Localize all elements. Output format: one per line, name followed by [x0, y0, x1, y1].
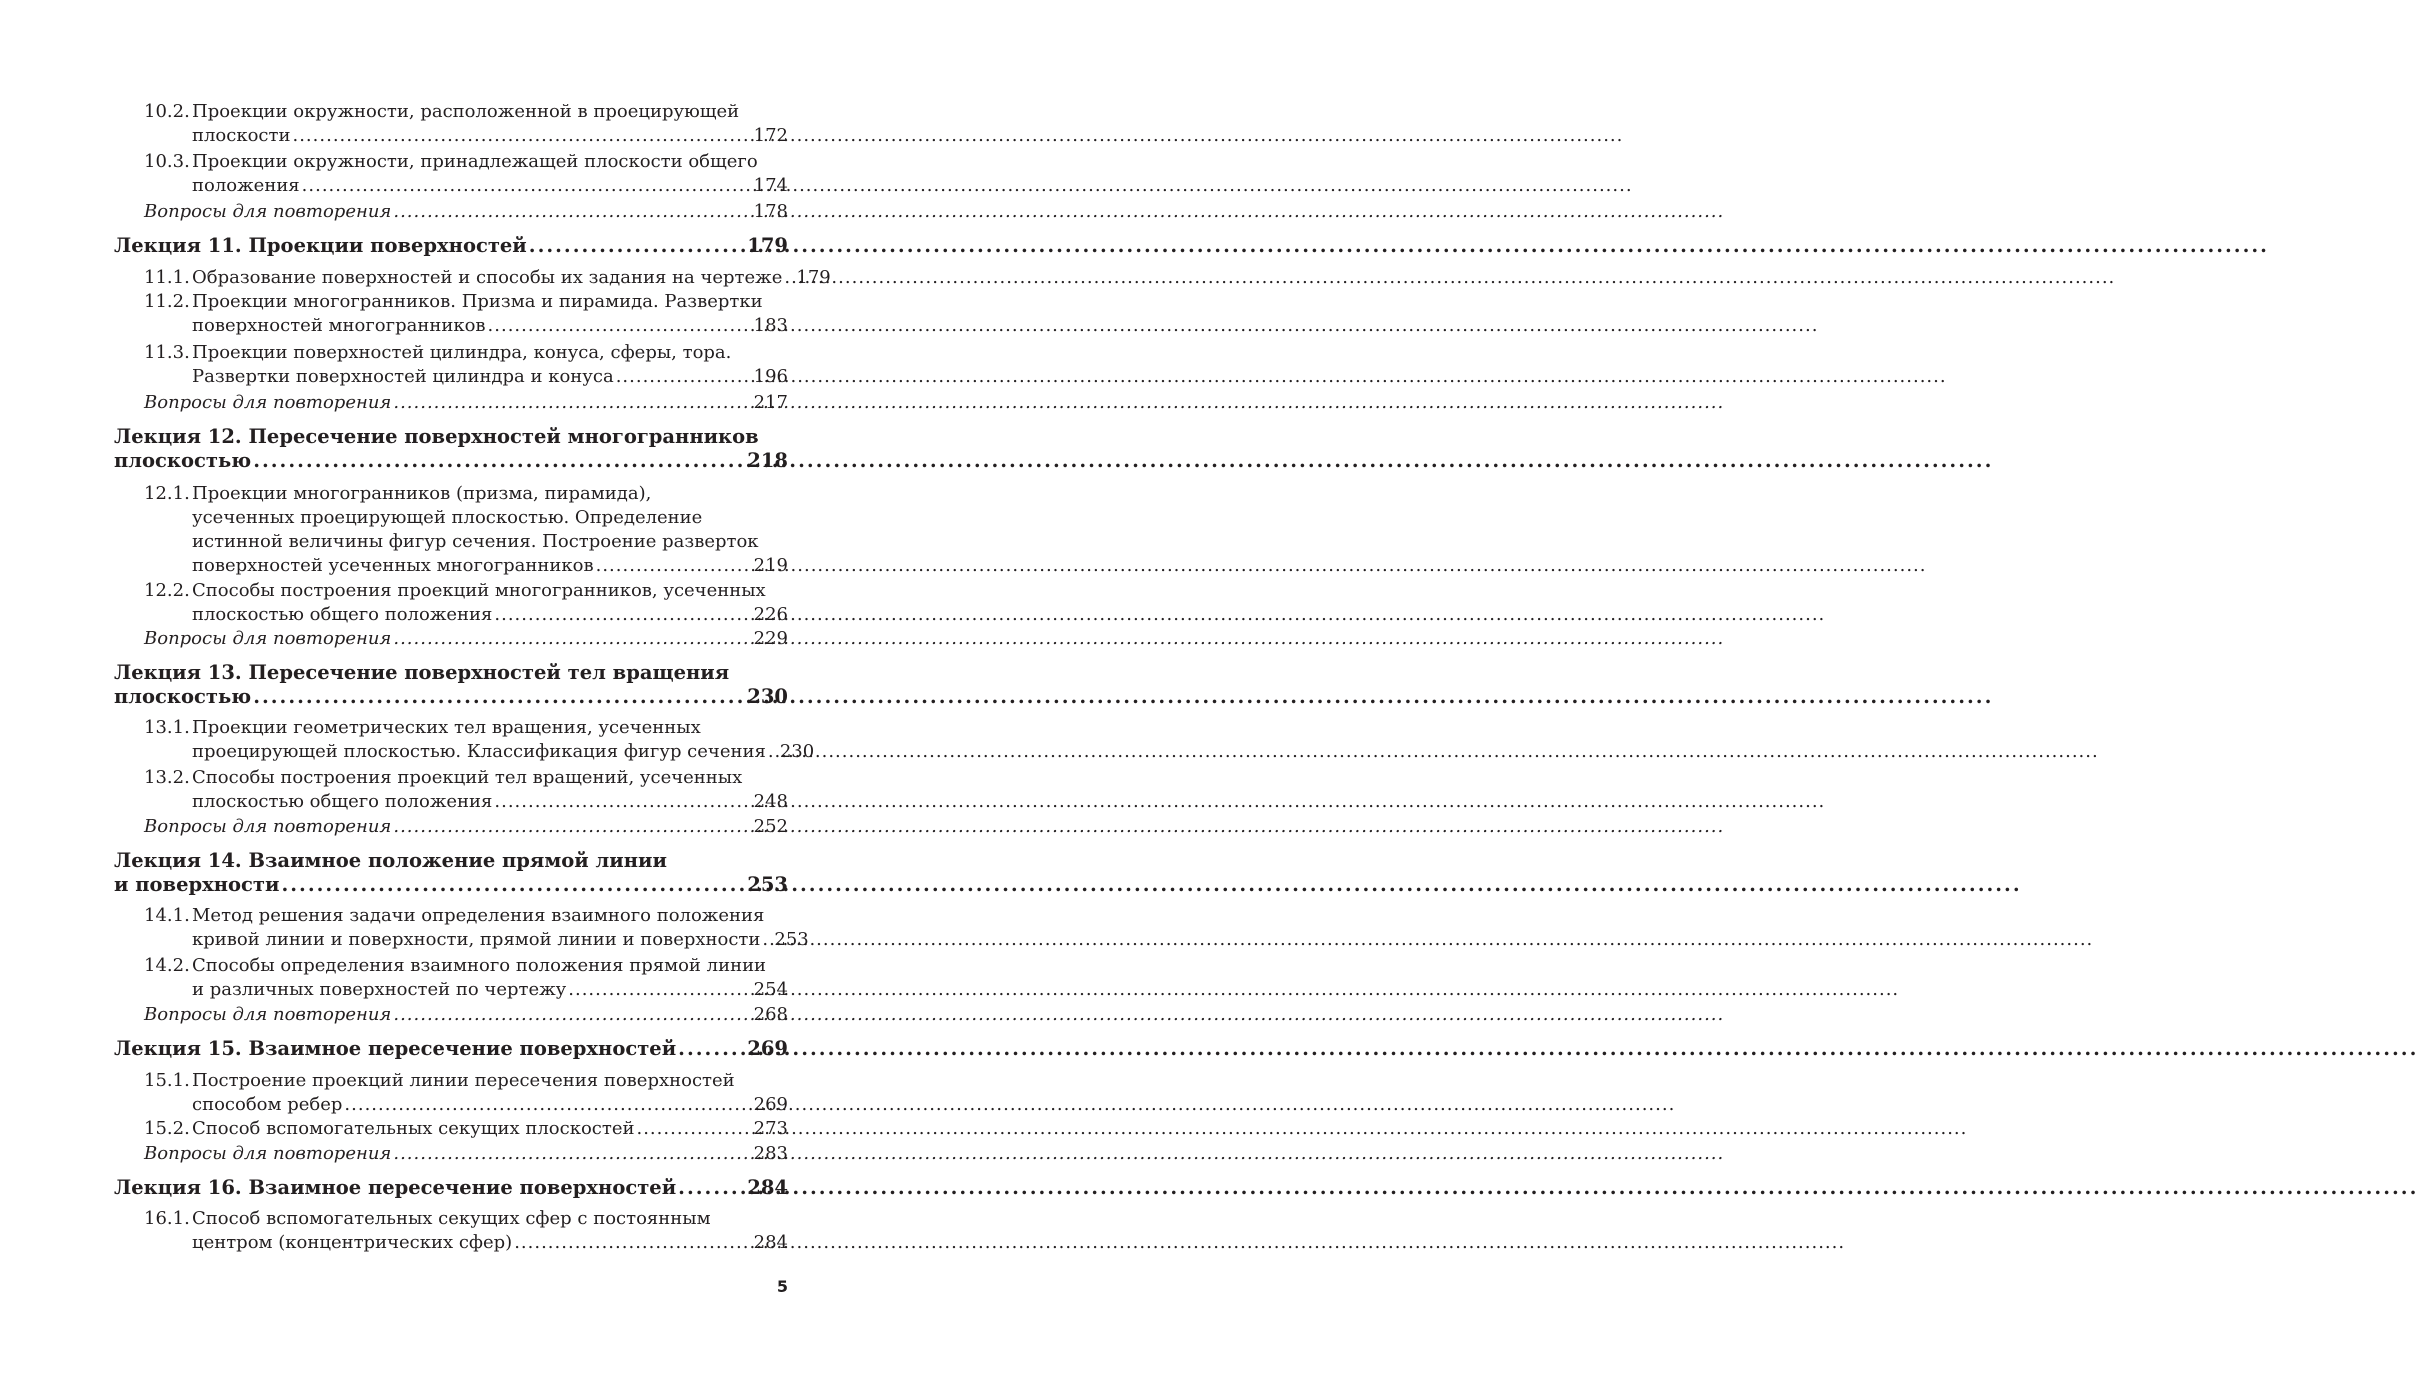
entry-page-number: 269 [747, 1037, 788, 1060]
dot-leader [393, 1142, 751, 1166]
entry-line [114, 1176, 788, 1200]
dot-leader [393, 391, 751, 415]
dot-leader [393, 200, 751, 224]
dot-leader [281, 873, 745, 897]
review-questions-entry [114, 627, 788, 651]
entry-line [144, 1207, 788, 1231]
entry-line [144, 200, 788, 224]
entry-title: истинной величины фигур сечения. Построение разверток [192, 531, 759, 552]
section-entry [114, 579, 788, 627]
entry-line [144, 627, 788, 651]
entry-line [144, 740, 815, 764]
entry-page-number: 179 [747, 234, 788, 257]
entry-title: Способы построения проекций тел вращений, усеченных [192, 767, 743, 788]
entry-title: Проекции многогранников. Призма и пирамида. Развертки [192, 291, 763, 312]
entry-line [114, 1037, 788, 1061]
entry-line [114, 661, 788, 685]
dot-leader [253, 685, 745, 709]
section-entry [114, 150, 788, 198]
entry-line [144, 341, 788, 365]
dot-leader [596, 554, 752, 578]
section-entry [114, 954, 788, 1002]
entry-title: Развертки поверхностей цилиндра и конуса [192, 366, 614, 387]
entry-page-number: 174 [753, 175, 788, 196]
section-entry [114, 482, 788, 578]
entry-page-number: 218 [747, 449, 788, 472]
entry-line [144, 790, 788, 814]
section-number: 10.2. [144, 101, 190, 122]
section-entry [114, 1069, 788, 1117]
entry-line [144, 928, 809, 952]
entry-line [144, 1069, 788, 1093]
section-number: 12.2. [144, 580, 190, 601]
lecture-entry [114, 661, 788, 709]
section-number: 11.1. [144, 267, 190, 288]
entry-line [114, 425, 788, 449]
entry-line [144, 603, 788, 627]
section-number: 14.1. [144, 905, 190, 926]
entry-title: Проекции геометрических тел вращения, усеченных [192, 717, 701, 738]
dot-leader [514, 1231, 751, 1255]
entry-page-number: 284 [753, 1232, 788, 1253]
entry-page-number: 252 [753, 816, 788, 837]
entry-title: поверхностей усеченных многогранников [192, 555, 594, 576]
entry-line [144, 978, 788, 1002]
entry-title: плоскостью общего положения [192, 791, 493, 812]
entry-page-number: 254 [753, 979, 788, 1000]
entry-title: Способы определения взаимного положения прямой линии [192, 955, 767, 976]
section-entry [114, 266, 831, 290]
dot-leader [302, 174, 752, 198]
entry-title: положения [192, 175, 300, 196]
lecture-entry [114, 234, 788, 258]
entry-line [144, 150, 788, 174]
entry-title: Вопросы для повторения [144, 1143, 392, 1164]
entry-page-number: 183 [753, 315, 788, 336]
entry-line [144, 124, 788, 148]
entry-page-number: 269 [753, 1094, 788, 1115]
dot-leader [636, 1117, 751, 1141]
lecture-entry [114, 1037, 788, 1061]
review-questions-entry [114, 391, 788, 415]
entry-title: Проекции поверхностей цилиндра, конуса, сферы, тора. [192, 342, 732, 363]
dot-leader [344, 1093, 751, 1117]
section-entry [114, 716, 815, 764]
entry-title: поверхностей многогранников [192, 315, 486, 336]
section-entry [114, 1117, 788, 1141]
entry-title: плоскостью [114, 685, 252, 708]
section-number: 14.2. [144, 955, 190, 976]
entry-title: Вопросы для повторения [144, 816, 392, 837]
section-entry [114, 904, 809, 952]
entry-title: Построение проекций линии пересечения поверхностей [192, 1070, 735, 1091]
entry-title: плоскости [192, 125, 291, 146]
entry-title: Образование поверхностей и способы их задания на чертеже [192, 267, 783, 288]
entry-line [144, 174, 788, 198]
entry-line [144, 815, 788, 839]
entry-title: Лекция 14. Взаимное положение прямой линии [114, 849, 667, 872]
section-number: 15.2. [144, 1118, 190, 1139]
entry-title: Вопросы для повторения [144, 392, 392, 413]
entry-title: Метод решения задачи определения взаимного положения [192, 905, 765, 926]
review-questions-entry [114, 815, 788, 839]
entry-line [144, 954, 788, 978]
dot-leader [494, 603, 751, 627]
entry-title: Способ вспомогательных секущих сфер с постоянным [192, 1208, 711, 1229]
entry-line [114, 873, 788, 897]
entry-title: Вопросы для повторения [144, 201, 392, 222]
section-number: 16.1. [144, 1208, 190, 1229]
section-entry [114, 1207, 788, 1255]
entry-line [144, 1093, 788, 1117]
entry-title: Лекция 15. Взаимное пересечение поверхностей [114, 1037, 677, 1060]
entry-title: усеченных проецирующей плоскостью. Определение [192, 507, 703, 528]
entry-line [144, 579, 788, 603]
dot-leader [292, 124, 751, 148]
entry-line [144, 266, 831, 290]
entry-page-number: 179 [796, 267, 831, 288]
entry-title: и поверхности [114, 873, 280, 896]
dot-leader [784, 266, 794, 290]
section-number: 11.2. [144, 291, 190, 312]
entry-line [114, 234, 788, 258]
entry-page-number: 230 [747, 685, 788, 708]
section-number: 13.2. [144, 767, 190, 788]
review-questions-entry [114, 1003, 788, 1027]
entry-title: Лекция 16. Взаимное пересечение поверхностей [114, 1176, 677, 1199]
entry-page-number: 226 [753, 604, 788, 625]
dot-leader [616, 365, 752, 389]
entry-page-number: 273 [753, 1118, 788, 1139]
entry-line [144, 506, 788, 530]
entry-page-number: 178 [753, 201, 788, 222]
entry-title: центром (концентрических сфер) [192, 1232, 513, 1253]
section-number: 12.1. [144, 483, 190, 504]
entry-page-number: 217 [753, 392, 788, 413]
review-questions-entry [114, 1142, 788, 1166]
dot-leader [393, 1003, 751, 1027]
entry-page-number: 196 [753, 366, 788, 387]
entry-title: плоскостью общего положения [192, 604, 493, 625]
entry-page-number: 284 [747, 1176, 788, 1199]
section-number: 10.3. [144, 151, 190, 172]
entry-line [144, 1231, 788, 1255]
dot-leader [678, 1176, 745, 1200]
entry-page-number: 230 [779, 741, 815, 762]
entry-title: Лекция 11. Проекции поверхностей [114, 234, 527, 257]
review-questions-entry [114, 200, 788, 224]
entry-line [144, 365, 788, 389]
dot-leader [488, 314, 752, 338]
entry-line [144, 314, 788, 338]
dot-leader [253, 449, 745, 473]
section-entry [114, 100, 788, 148]
section-entry [114, 766, 788, 814]
entry-line [144, 1003, 788, 1027]
entry-page-number: 268 [753, 1004, 788, 1025]
section-number: 15.1. [144, 1070, 190, 1091]
section-entry [114, 341, 788, 389]
entry-title: Проекции многогранников (призма, пирамида), [192, 483, 652, 504]
page-number: 5 [776, 1277, 788, 1296]
entry-title: Проекции окружности, принадлежащей плоскости общего [192, 151, 758, 172]
entry-title: Способ вспомогательных секущих плоскостей [192, 1118, 635, 1139]
section-number: 13.1. [144, 717, 190, 738]
entry-line [114, 685, 788, 709]
entry-title: Способы построения проекций многогранников, усеченных [192, 580, 766, 601]
entry-page-number: 253 [747, 873, 788, 896]
dot-leader [494, 790, 751, 814]
dot-leader [762, 928, 772, 952]
entry-title: и различных поверхностей по чертежу [192, 979, 567, 1000]
entry-line [144, 482, 788, 506]
entry-title: Вопросы для повторения [144, 1004, 392, 1025]
entry-title: Лекция 12. Пересечение поверхностей многогранников [114, 425, 759, 448]
dot-leader [393, 815, 751, 839]
entry-line [144, 391, 788, 415]
entry-line [144, 1142, 788, 1166]
lecture-entry [114, 425, 788, 473]
entry-title: кривой линии и поверхности, прямой линии и поверхности [192, 929, 761, 950]
section-number: 11.3. [144, 342, 190, 363]
dot-leader [529, 234, 746, 258]
entry-title: плоскостью [114, 449, 252, 472]
entry-line [144, 766, 788, 790]
entry-line [144, 554, 788, 578]
dot-leader [768, 740, 778, 764]
entry-page-number: 229 [753, 628, 788, 649]
entry-title: проецирующей плоскостью. Классификация фигур сечения [192, 741, 766, 762]
entry-title: Вопросы для повторения [144, 628, 392, 649]
dot-leader [678, 1037, 745, 1061]
entry-page-number: 219 [753, 555, 788, 576]
entry-page-number: 283 [753, 1143, 788, 1164]
entry-line [144, 100, 788, 124]
entry-title: Лекция 13. Пересечение поверхностей тел вращения [114, 661, 730, 684]
lecture-entry [114, 849, 788, 897]
entry-page-number: 248 [753, 791, 788, 812]
entry-line [144, 530, 788, 554]
entry-title: способом ребер [192, 1094, 343, 1115]
dot-leader [568, 978, 751, 1002]
lecture-entry [114, 1176, 788, 1200]
entry-line [114, 849, 788, 873]
entry-line [144, 290, 788, 314]
entry-line [144, 904, 788, 928]
entry-line [114, 449, 788, 473]
entry-line [144, 1117, 788, 1141]
entry-page-number: 172 [753, 125, 788, 146]
entry-page-number: 253 [774, 929, 809, 950]
entry-line [144, 716, 788, 740]
section-entry [114, 290, 788, 338]
entry-title: Проекции окружности, расположенной в проецирующей [192, 101, 740, 122]
dot-leader [393, 627, 751, 651]
